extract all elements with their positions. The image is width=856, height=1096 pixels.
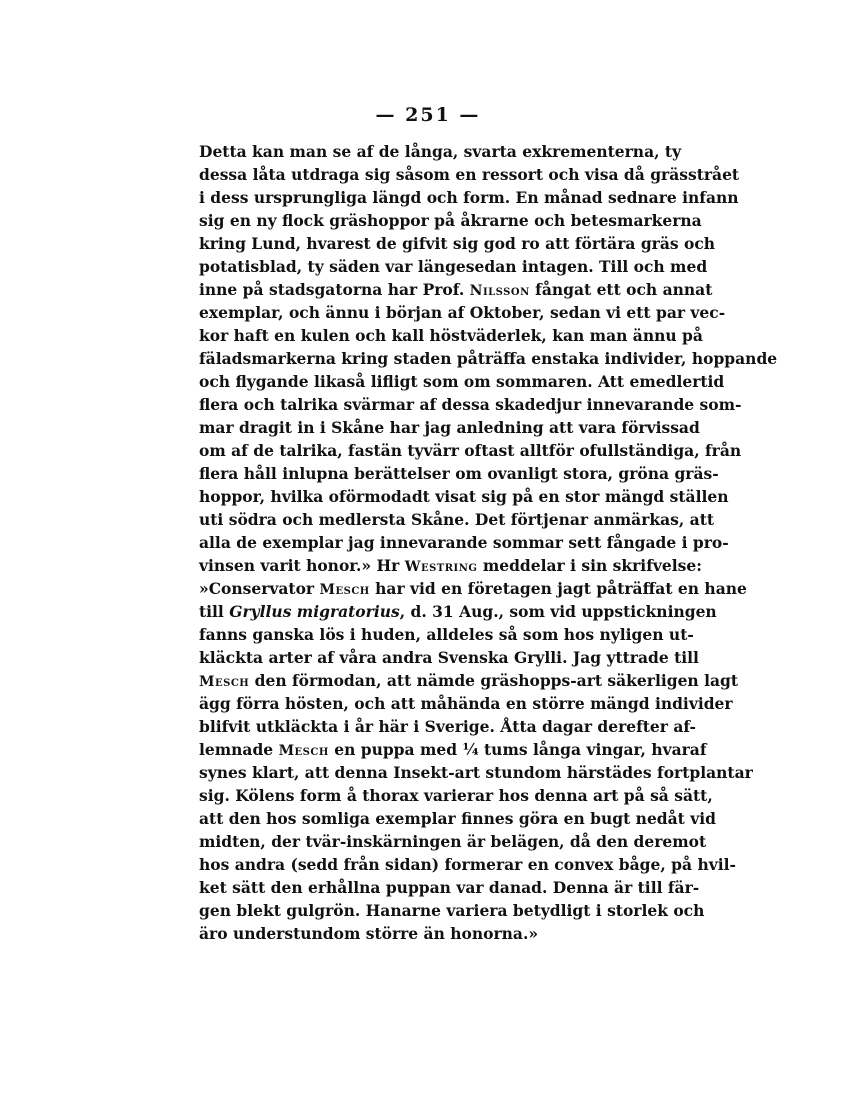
text-segment: har vid en företagen jagt påträffat en hane <box>369 579 747 598</box>
body-text <box>199 140 778 945</box>
text-segment: fångat ett och annat <box>529 280 713 299</box>
text-line <box>199 531 729 554</box>
text-line <box>199 669 739 692</box>
author-name: Nilsson <box>469 283 530 299</box>
text-segment: lemnade <box>199 740 279 759</box>
text-segment: sig. Kölens form å thorax varierar hos denna art på så sätt, <box>199 786 713 805</box>
text-segment: alla de exemplar jag innevarande sommar sett fångade i pro- <box>199 533 729 552</box>
text-line <box>199 393 742 416</box>
text-line <box>199 278 713 301</box>
text-line <box>199 738 707 761</box>
text-segment: vinsen varit honor.» Hr <box>199 556 405 575</box>
text-segment: kor haft en kulen och kall höstväderlek, kan man ännu på <box>199 326 703 345</box>
text-segment: ägg förra hösten, och att måhända en större mängd individer <box>199 694 733 713</box>
text-line <box>199 508 715 531</box>
text-segment: uti södra och medlersta Skåne. Det förtjenar anmärkas, att <box>199 510 715 529</box>
text-line <box>199 853 736 876</box>
text-line <box>199 922 668 945</box>
text-segment: hoppor, hvilka oförmodadt visat sig på en stor mängd ställen <box>199 487 729 506</box>
text-line <box>199 255 708 278</box>
text-segment: kläckta arter af våra andra Svenska Grylli. Jag yttrade till <box>199 648 699 667</box>
text-segment: midten, der tvär-inskärningen är belägen, då den deremot <box>199 832 707 851</box>
text-segment: kring Lund, hvarest de gifvit sig god ro att förtära gräs och <box>199 234 716 253</box>
text-segment: inne på stadsgatorna har Prof. <box>199 280 470 299</box>
text-segment: i dess ursprungliga längd och form. En månad sednare infann <box>199 188 739 207</box>
author-name: Westring <box>404 559 478 575</box>
text-segment: till <box>199 602 230 621</box>
text-segment: och flygande likaså lifligt som om sommaren. Att emedlertid <box>199 372 725 391</box>
text-line <box>199 163 740 186</box>
text-segment: exemplar, och ännu i början af Oktober, sedan vi ett par vec- <box>199 303 726 322</box>
text-segment: hos andra (sedd från sidan) formerar en convex båge, på hvil- <box>199 855 736 874</box>
page-number: — 251 — <box>375 104 481 126</box>
text-line <box>199 807 716 830</box>
text-segment: ket sätt den erhållna puppan var danad. Denna är till fär- <box>199 878 700 897</box>
text-line <box>199 761 753 784</box>
text-segment: fäladsmarkerna kring staden påträffa enstaka individer, hoppande <box>199 349 778 368</box>
text-segment: potatisblad, ty säden var längesedan intagen. Till och med <box>199 257 708 276</box>
author-name: Mesch <box>319 582 370 598</box>
text-line <box>199 784 713 807</box>
text-line <box>199 600 717 623</box>
text-segment: Detta kan man se af de långa, svarta exkrementerna, ty <box>199 142 682 161</box>
text-line <box>199 370 725 393</box>
text-line <box>199 899 705 922</box>
text-line <box>199 324 703 347</box>
text-segment: blifvit utkläckta i år här i Sverige. Åtta dagar derefter af- <box>199 717 696 736</box>
text-line <box>199 416 700 439</box>
text-segment: mar dragit in i Skåne har jag anledning att vara förvissad <box>199 418 700 437</box>
text-line <box>199 485 729 508</box>
text-segment: meddelar i sin skrifvelse: <box>477 556 702 575</box>
text-segment: äro understundom större än honorna.» <box>199 924 539 943</box>
text-segment: »Conservator <box>199 579 320 598</box>
text-line <box>199 232 716 255</box>
text-line <box>199 140 682 163</box>
text-line <box>199 439 742 462</box>
text-line <box>199 209 702 232</box>
text-segment: om af de talrika, fastän tyvärr oftast alltför ofullständiga, från <box>199 441 742 460</box>
text-segment: dessa låta utdraga sig såsom en ressort och visa då grässtrået <box>199 165 740 184</box>
text-line <box>199 462 719 485</box>
text-line <box>199 577 747 600</box>
text-line <box>199 623 694 646</box>
text-line <box>199 186 739 209</box>
text-line <box>199 692 733 715</box>
species-name: Gryllus migratorius <box>229 602 400 621</box>
text-segment: , d. 31 Aug., som vid uppstickningen <box>399 602 717 621</box>
text-line <box>199 876 700 899</box>
text-line <box>199 554 702 577</box>
text-line <box>199 715 696 738</box>
text-segment: en puppa med ¼ tums långa vingar, hvaraf <box>328 740 707 759</box>
text-line <box>199 347 778 370</box>
text-segment: att den hos somliga exemplar finnes göra en bugt nedåt vid <box>199 809 716 828</box>
text-line <box>199 830 707 853</box>
text-segment: den förmodan, att nämde gräshopps-art säkerligen lagt <box>249 671 739 690</box>
author-name: Mesch <box>278 743 329 759</box>
text-line <box>199 301 726 324</box>
text-segment: gen blekt gulgrön. Hanarne variera betydligt i storlek och <box>199 901 705 920</box>
text-segment: flera och talrika svärmar af dessa skadedjur innevarande som- <box>199 395 742 414</box>
text-segment: sig en ny flock gräshoppor på åkrarne och betesmarkerna <box>199 211 702 230</box>
text-segment: fanns ganska lös i huden, alldeles så som hos nyligen ut- <box>199 625 694 644</box>
author-name: Mesch <box>199 674 250 690</box>
text-segment: synes klart, att denna Insekt-art stundom härstädes fortplantar <box>199 763 753 782</box>
text-segment: flera håll inlupna berättelser om ovanligt stora, gröna gräs- <box>199 464 719 483</box>
text-line <box>199 646 699 669</box>
